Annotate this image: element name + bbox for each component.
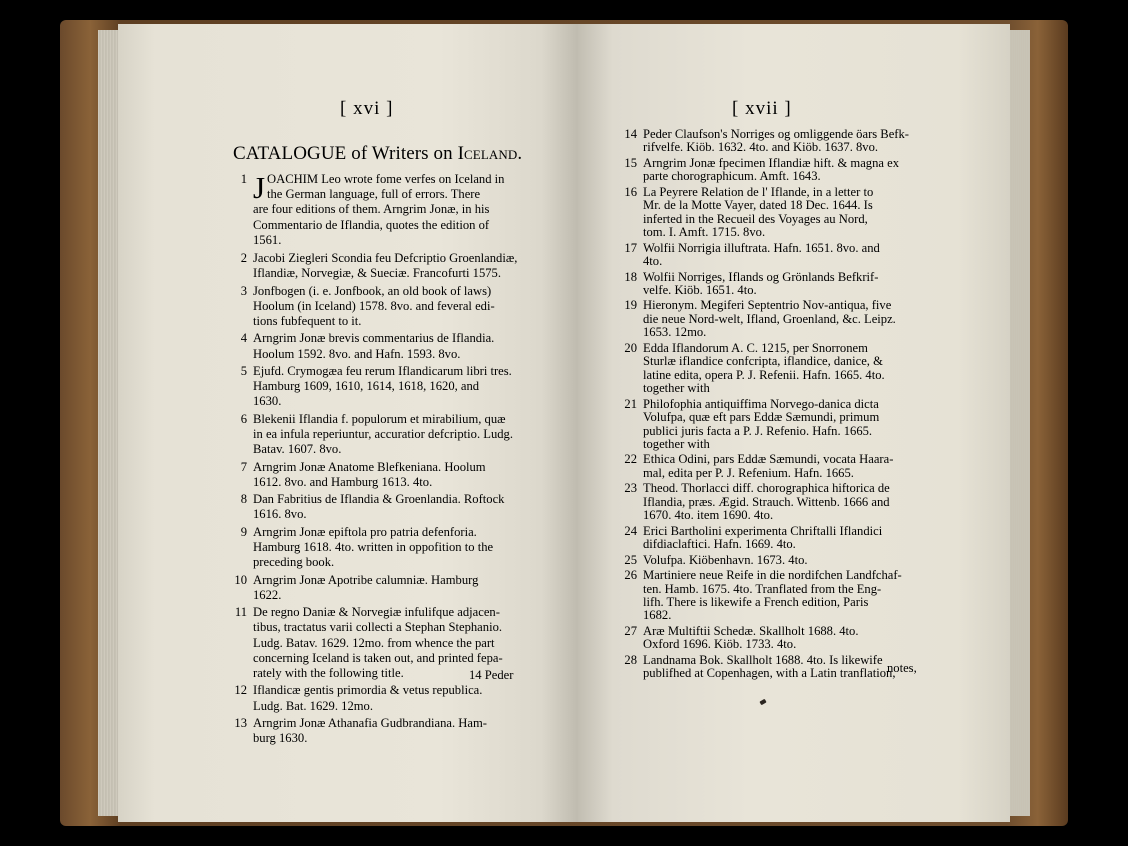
entry-number: 28: [624, 652, 637, 667]
catalogue-heading: [233, 143, 522, 165]
entry-line: parte chorographicum. Amft. 1643.: [643, 169, 821, 184]
entry-number: 24: [624, 523, 637, 538]
page-edges-right: [1010, 30, 1030, 816]
left-catchword: 14 Peder: [469, 668, 514, 682]
entry-line: burg 1630.: [253, 731, 308, 746]
entry-line: 1630.: [253, 394, 282, 409]
entry-line: Ludg. Bat. 1629. 12mo.: [253, 698, 373, 713]
entry-line: Arngrim Jonæ Anatome Blefkeniana. Hoolum: [253, 459, 486, 474]
right-page-number: [ xvii ]: [732, 98, 792, 119]
entry-line: rifvelfe. Kiöb. 1632. 4to. and Kiöb. 1637. 8vo.: [643, 140, 879, 155]
entry-line: mal, edita per P. J. Refenium. Hafn. 1665.: [643, 465, 854, 480]
entry-number: 1: [240, 172, 247, 186]
entry-line: die neue Nord-welt, Ifland, Groenland, &c. Leipz.: [643, 311, 896, 326]
entry-line: difdiaclaftici. Hafn. 1669. 4to.: [643, 537, 796, 552]
entry-line: Iflandicæ gentis primordia & vetus republica.: [253, 683, 483, 698]
entry-number: 8: [240, 492, 247, 507]
entry-line: 1682.: [643, 608, 672, 623]
entry-line: in ea infula reperiuntur, accuratior defcriptio. Ludg.: [253, 427, 514, 441]
entry-line: De regno Daniæ & Norvegiæ infulifque adjacen-: [253, 605, 500, 620]
entry-number: 10: [234, 572, 247, 587]
entry-line: Batav. 1607. 8vo.: [253, 442, 342, 457]
entry-number: 20: [624, 340, 637, 355]
entry-line: rately with the following title.: [253, 666, 404, 680]
entry-number: 21: [624, 396, 637, 411]
entry-line: Edda Iflandorum A. C. 1215, per Snorronem: [643, 340, 868, 355]
entry-number: 9: [240, 524, 247, 539]
entry-line: 1561.: [253, 232, 282, 247]
entry-number: 3: [240, 283, 247, 298]
catalogue-entry: [624, 240, 919, 269]
entry-number: 18: [624, 269, 637, 284]
entry-line: Peder Claufson's Norriges og omliggende öars Befk-: [643, 127, 909, 141]
entry-line: lifh. There is likewife a French edition, Paris: [643, 594, 869, 609]
catalogue-entry: [624, 623, 919, 652]
entry-line: 1622.: [253, 587, 282, 602]
catalogue-entry: [624, 340, 919, 396]
entry-line: Iflandia, præs. Ægid. Strauch. Wittenb. 1666 and: [643, 494, 890, 509]
drop-cap: J: [253, 170, 266, 205]
entry-line: Erici Bartholini experimenta Chriftalli Iflandici: [643, 523, 883, 538]
entry-line: velfe. Kiöb. 1651. 4to.: [643, 282, 757, 297]
entry-line: Hoolum (in Iceland) 1578. 8vo. and feveral edi-: [253, 298, 495, 313]
entry-number: 7: [240, 459, 247, 474]
catalogue-entry: [624, 396, 919, 452]
entry-line: publici juris facta a P. J. Refenio. Hafn. 1665.: [643, 423, 873, 438]
catalogue-entry: [624, 652, 919, 681]
entry-line: the German language, full of errors. There: [267, 187, 481, 202]
heading-text: CATALOGUE of Writers on: [233, 143, 458, 164]
catalogue-entry: [624, 568, 919, 623]
entry-line: latine edita, opera P. J. Refenii. Hafn. 1665. 4to.: [643, 367, 885, 382]
entry-line: Wolfii Norrigia illuftrata. Hafn. 1651. 8vo. and: [643, 240, 880, 255]
entry-line: 1670. 4to. item 1690. 4to.: [643, 508, 774, 523]
entry-number: 6: [240, 411, 247, 426]
entry-line: Sturlæ iflandice confcripta, iflandice, danice, &: [643, 354, 883, 369]
entry-line: Ethica Odini, pars Eddæ Sæmundi, vocata Haara-: [643, 452, 894, 467]
catalogue-entry: [240, 411, 529, 458]
entry-line: Arngrim Jonæ epiftola pro patria defenforia.: [253, 524, 477, 539]
entry-number: 26: [624, 568, 637, 583]
entry-line: Wolfii Norriges, Iflands og Grönlands Befkrif-: [643, 269, 879, 284]
entry-line: concerning Iceland is taken out, and printed fepa-: [253, 650, 503, 665]
entry-number: 16: [624, 184, 637, 199]
entry-line: La Peyrere Relation de l' Iflande, in a letter to: [643, 184, 874, 199]
catalogue-entry: [240, 492, 529, 522]
entry-line: Aræ Multiftii Schedæ. Skallholt 1688. 4to.: [643, 623, 859, 638]
catalogue-entry: [240, 283, 529, 330]
entry-number: 4: [240, 331, 247, 346]
catalogue-entry: [624, 523, 919, 552]
catalogue-entry: [240, 524, 529, 571]
catalogue-entry: [624, 184, 919, 240]
catalogue-entry: [624, 298, 919, 340]
entry-number: 2: [240, 251, 247, 265]
entry-number: 17: [624, 240, 637, 255]
catalogue-entry: [240, 364, 529, 410]
entry-line: Dan Fabritius de Iflandia & Groenlandia. Roftock: [253, 492, 505, 507]
entry-line: Ejufd. Crymogæa feu rerum Iflandicarum libri tres.: [253, 364, 512, 378]
entry-line: Theod. Thorlacci diff. chorographica hiftorica de: [643, 481, 890, 496]
entry-number: 25: [624, 552, 637, 567]
entry-line: Blekenii Iflandia f. populorum et mirabilium, quæ: [253, 411, 506, 426]
entry-number: 15: [624, 155, 637, 170]
entry-line: Arngrim Jonæ brevis commentarius de Iflandia.: [253, 331, 495, 346]
entry-number: 22: [624, 452, 637, 467]
entry-line: Iflandiæ, Norvegiæ, & Sueciæ. Francofurti 1575.: [253, 266, 501, 281]
entry-line: tions fubfequent to it.: [253, 314, 362, 328]
catalogue-entry: [240, 170, 529, 248]
entry-line: 1612. 8vo. and Hamburg 1613. 4to.: [253, 474, 433, 489]
entry-line: Martiniere neue Reife in die nordifchen Landfchaf-: [643, 568, 902, 583]
catalogue-entry: [624, 481, 919, 523]
entry-line: Jacobi Ziegleri Scondia feu Defcriptio Groenlandiæ,: [253, 251, 518, 265]
catalogue-entry: [240, 459, 529, 490]
entry-line: tibus, tractatus varii collecti a Stephan Stephanio.: [253, 620, 503, 635]
entry-line: publifhed at Copenhagen, with a Latin tranflation,: [643, 666, 896, 681]
entry-line: Volufpa. Kiöbenhavn. 1673. 4to.: [643, 552, 808, 567]
catalogue-entry: [234, 716, 529, 746]
entry-line: Arngrim Jonæ fpecimen Iflandiæ hift. & magna ex: [643, 155, 900, 170]
entry-line: Hoolum 1592. 8vo. and Hafn. 1593. 8vo.: [253, 346, 461, 361]
entry-line: Hamburg 1618. 4to. written in oppofition to the: [253, 540, 494, 554]
entry-line: Hamburg 1609, 1610, 1614, 1618, 1620, and: [253, 379, 480, 394]
entry-line: Philofophia antiquiffima Norvego-danica dicta: [643, 396, 879, 411]
entry-line: Volufpa, quæ eft pars Eddæ Sæmundi, primum: [643, 410, 880, 425]
catalogue-entry: [234, 572, 529, 603]
entry-line: Oxford 1696. Kiöb. 1733. 4to.: [643, 637, 797, 652]
entry-line: together with: [643, 436, 710, 451]
entry-line: Landnama Bok. Skallholt 1688. 4to. Is likewife: [643, 652, 883, 667]
catalogue-entry: [240, 251, 529, 281]
entry-line: OACHIM Leo wrote fome verfes on Iceland in: [267, 172, 505, 186]
left-page-number: [ xvi ]: [340, 98, 394, 119]
page-edges-left: [98, 30, 120, 816]
catalogue-entry: [234, 683, 529, 713]
entry-line: Ludg. Batav. 1629. 12mo. from whence the part: [253, 635, 495, 650]
entry-line: 1653. 12mo.: [643, 325, 707, 340]
heading-smallcaps: Iceland.: [457, 143, 523, 164]
catalogue-entry: [624, 127, 919, 155]
entry-line: preceding book.: [253, 555, 335, 570]
entry-line: ten. Hamb. 1675. 4to. Tranflated from the Eng-: [643, 581, 882, 596]
entry-line: 1616. 8vo.: [253, 507, 307, 522]
entry-number: 5: [240, 364, 247, 378]
entry-line: Hieronym. Megiferi Septentrio Nov-antiqua, five: [643, 298, 892, 313]
entry-line: together with: [643, 381, 710, 396]
entry-line: Jonfbogen (i. e. Jonfbook, an old book of laws): [253, 283, 492, 298]
entry-line: inferted in the Recueil des Voyages au Nord,: [643, 211, 868, 226]
entry-number: 12: [234, 683, 247, 698]
catalogue-entry: [624, 552, 919, 567]
catalogue-entry: [624, 269, 919, 298]
catalogue-entry: [240, 331, 529, 361]
entry-line: 4to.: [643, 254, 663, 269]
entry-line: are four editions of them. Arngrim Jonæ, in his: [253, 202, 490, 217]
entry-line: Arngrim Jonæ Athanafia Gudbrandiana. Ham-: [253, 716, 487, 730]
entry-number: 14: [624, 127, 637, 141]
entry-number: 13: [234, 716, 247, 730]
entry-number: 27: [624, 623, 637, 638]
entry-line: Commentario de Iflandia, quotes the edition of: [253, 217, 490, 232]
catalogue-entry: [624, 452, 919, 480]
entry-line: Mr. de la Motte Vayer, dated 18 Dec. 1644. Is: [643, 198, 873, 213]
right-catchword: notes,: [887, 661, 917, 675]
entry-number: 19: [624, 298, 637, 313]
entry-line: tom. I. Amft. 1715. 8vo.: [643, 225, 766, 240]
catalogue-entry: [624, 155, 919, 184]
entry-number: 23: [624, 481, 637, 496]
entry-line: Arngrim Jonæ Apotribe calumniæ. Hamburg: [253, 572, 479, 587]
entry-number: 11: [234, 605, 247, 620]
